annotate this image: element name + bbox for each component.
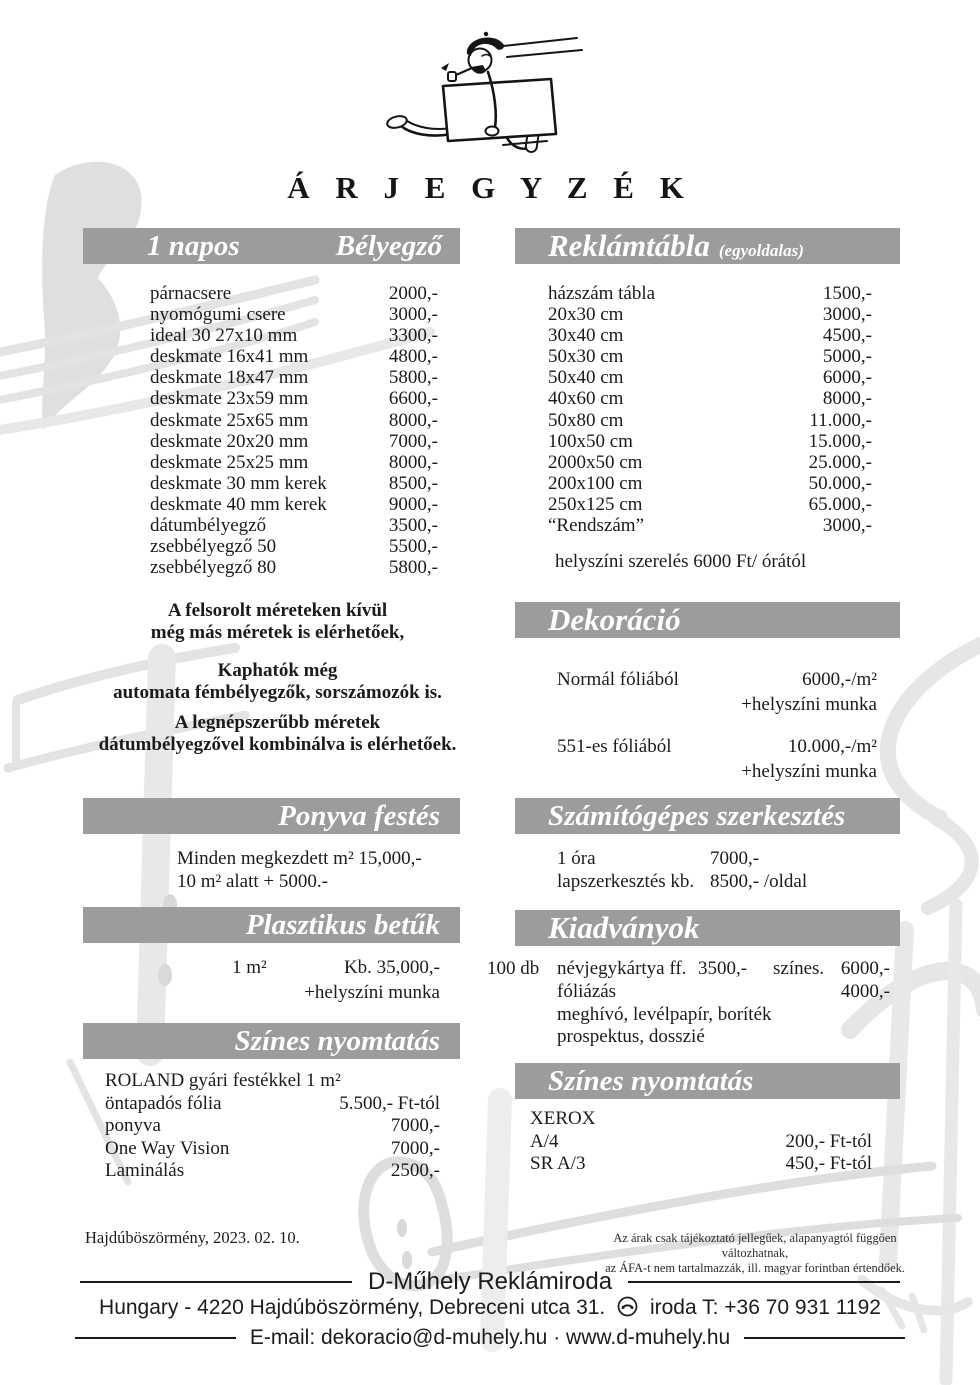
price-row (150, 283, 438, 304)
pub-row1-price: 3500,- (698, 958, 748, 979)
disclaimer-line: az ÁFA-t nem tartalmazzák, ill. magyar forintban értendőek. (605, 1260, 905, 1275)
item-price: 4500,- (822, 325, 872, 347)
price-row (548, 410, 872, 431)
item-price: 5800,- (388, 367, 438, 389)
section-header-publications (515, 910, 900, 946)
item-price: 5800,- (388, 557, 438, 579)
price-row (150, 557, 438, 578)
email-row (75, 1326, 905, 1350)
item-price: 8000,- (822, 388, 872, 410)
colorprint-intro: ROLAND gyári festékkel 1 m² (105, 1070, 341, 1091)
decoration-header-label: Dekoráció (548, 602, 681, 637)
email-web-text: E-mail: dekoracio@d-muhely.hu · www.d-muhely.hu (249, 1326, 731, 1349)
price-row (105, 1138, 440, 1160)
item-label: ideal 30 27x10 mm (150, 325, 298, 347)
computer-row1-label: 1 óra (557, 848, 596, 869)
stamps-note-2 (90, 660, 465, 704)
signs-header-suffix: (egyoldalas) (718, 241, 804, 260)
address-text: Hungary - 4220 Hajdúböszörmény, Debreceni utca 31. (99, 1296, 606, 1320)
signs-price-list (515, 283, 900, 536)
price-row (150, 388, 438, 409)
section-header-computer (515, 798, 900, 834)
price-row (150, 494, 438, 515)
item-price: 6000,- (822, 367, 872, 389)
price-row (150, 473, 438, 494)
section-header-signs (515, 228, 900, 264)
pub-row3: meghívó, levélpapír, boríték (557, 1004, 772, 1025)
xerox-brand: XEROX (530, 1108, 596, 1129)
section-header-colorprint-left (83, 1023, 460, 1059)
computer-row1-price: 7000,- (710, 848, 760, 869)
price-row (105, 1093, 440, 1115)
price-row (548, 452, 872, 473)
item-price: 5.500,- Ft-tól (339, 1093, 440, 1114)
item-label: öntapadós fólia (105, 1093, 222, 1114)
item-label: ponyva (105, 1115, 161, 1137)
deco-item2-extra: +helyszíni munka (741, 761, 877, 782)
item-label: zsebbélyegző 80 (150, 557, 277, 579)
tarpaulin-header-label: Ponyva festés (278, 800, 440, 832)
disclaimer-line: Az árak csak tájékoztató jellegűek, alapanyagtól függően változhatnak, (613, 1231, 897, 1260)
item-price: 8000,- (388, 409, 438, 431)
price-row (105, 1160, 440, 1182)
item-label: 250x125 cm (548, 493, 643, 515)
item-price: 3000,- (388, 304, 438, 326)
phone-text: iroda T: +36 70 931 1192 (649, 1296, 881, 1320)
document-date: Hajdúböszörmény, 2023. 02. 10. (85, 1228, 300, 1247)
item-label: 50x30 cm (548, 346, 624, 368)
note-line: automata fémbélyegzők, sorszámozók is. (113, 682, 442, 703)
item-price: 3500,- (388, 515, 438, 537)
deco-item1-extra: +helyszíni munka (741, 694, 877, 715)
note-line: dátumbélyegzővel kombinálva is elérhetőek. (98, 734, 457, 755)
item-label: párnacsere (150, 283, 232, 304)
item-label: deskmate 25x25 mm (150, 451, 309, 473)
stamps-note-3 (90, 712, 465, 756)
price-row (548, 367, 872, 388)
item-label: deskmate 23x59 mm (150, 388, 309, 410)
item-label: Laminálás (105, 1159, 185, 1181)
item-label: 2000x50 cm (548, 451, 643, 473)
item-label: 40x60 cm (548, 388, 624, 410)
item-label: 30x40 cm (548, 325, 624, 347)
item-price: 7000,- (390, 1137, 440, 1159)
price-row (150, 536, 438, 557)
address-row (0, 1296, 980, 1320)
item-price: 7000,- (390, 1115, 440, 1137)
section-header-colorprint-right (515, 1063, 900, 1099)
signs-header-label: Reklámtábla (548, 228, 710, 263)
colorprint-left-header-label: Színes nyomtatás (234, 1025, 440, 1057)
divider (628, 1281, 900, 1283)
computer-header-label: Számítógépes szerkesztés (548, 800, 846, 832)
item-price: 2000,- (388, 283, 438, 304)
item-price: 65.000,- (808, 493, 872, 515)
price-row (548, 494, 872, 515)
price-row (548, 515, 872, 536)
pub-row1-label2: színes. (773, 958, 825, 979)
item-label: zsebbélyegző 50 (150, 536, 277, 558)
price-row (548, 473, 872, 494)
xerox-row1-price: 200,- Ft-tól (785, 1131, 872, 1152)
item-label: 100x50 cm (548, 430, 633, 452)
note-line: még más méretek is elérhetőek, (150, 622, 405, 643)
xerox-row2-label: SR A/3 (530, 1153, 586, 1174)
signs-note: helyszíni szerelés 6000 Ft/ órától (555, 551, 807, 572)
deco-item1-price: 6000,-/m² (802, 669, 877, 690)
pub-row2-label: fóliázás (557, 981, 617, 1002)
item-price: 6600,- (388, 388, 438, 410)
deco-item2-label: 551-es fóliából (557, 736, 672, 757)
divider (744, 1337, 905, 1339)
price-row (150, 515, 438, 536)
plastic-size: 1 m² (232, 957, 267, 978)
item-label: deskmate 20x20 mm (150, 430, 309, 452)
tarpaulin-line2: 10 m² alatt + 5000.- (177, 871, 328, 892)
price-row (150, 304, 438, 325)
item-label: 20x30 cm (548, 304, 624, 326)
price-row (548, 431, 872, 452)
price-row (548, 388, 872, 409)
plastic-header-label: Plasztikus betűk (245, 909, 440, 941)
price-row (548, 346, 872, 367)
divider (80, 1281, 352, 1283)
item-price: 2500,- (390, 1159, 440, 1181)
company-name: D-Műhely Reklámiroda (367, 1268, 613, 1295)
phone-icon (617, 1296, 638, 1317)
item-label: deskmate 30 mm kerek (150, 472, 327, 494)
stamps-note-1 (90, 600, 465, 644)
page-title: Á R J E G Y Z É K (287, 170, 693, 205)
price-row (150, 410, 438, 431)
price-row (150, 452, 438, 473)
plastic-extra: +helyszíni munka (304, 982, 440, 1003)
section-header-stamps (83, 228, 460, 264)
plastic-price: Kb. 35,000,- (343, 957, 440, 978)
item-label: One Way Vision (105, 1137, 230, 1159)
item-label: dátumbélyegző (150, 515, 267, 537)
computer-row2-price: 8500,- /oldal (710, 871, 808, 892)
pub-row4: prospektus, dosszié (557, 1026, 705, 1047)
item-price: 11.000,- (809, 409, 872, 431)
item-label: 50x40 cm (548, 367, 624, 389)
pub-row1-label: névjegykártya ff. (557, 958, 687, 979)
divider (75, 1337, 236, 1339)
runner-illustration (385, 18, 585, 153)
publications-header-label: Kiadványok (548, 910, 700, 945)
pub-row2-price: 4000,- (840, 981, 890, 1002)
section-header-plastic (83, 907, 460, 943)
price-row (150, 325, 438, 346)
item-price: 8500,- (388, 472, 438, 494)
xerox-row1-label: A/4 (530, 1131, 559, 1152)
price-row (548, 325, 872, 346)
item-price: 8000,- (388, 451, 438, 473)
stamps-price-list (83, 283, 460, 578)
item-label: “Rendszám” (548, 515, 645, 537)
item-price: 3000,- (822, 304, 872, 326)
item-price: 3000,- (822, 515, 872, 537)
tarpaulin-line1: Minden megkezdett m² 15,000,- (177, 848, 422, 869)
colorprint-right-header-label: Színes nyomtatás (548, 1065, 754, 1097)
item-label: deskmate 40 mm kerek (150, 493, 327, 515)
item-label: nyomógumi csere (150, 304, 286, 326)
computer-row2-label: lapszerkesztés kb. (557, 871, 695, 892)
pub-qty: 100 db (487, 958, 540, 979)
item-price: 1500,- (822, 283, 872, 304)
price-row (150, 346, 438, 367)
price-row (548, 283, 872, 304)
item-price: 3300,- (388, 325, 438, 347)
note-line: A felsorolt méreteken kívül (167, 600, 388, 621)
item-price: 5500,- (388, 536, 438, 558)
item-price: 5000,- (822, 346, 872, 368)
price-row (150, 367, 438, 388)
note-line: A legnépszerűbb méretek (174, 712, 381, 733)
item-label: deskmate 18x47 mm (150, 367, 309, 389)
xerox-row2-price: 450,- Ft-tól (785, 1153, 872, 1174)
item-price: 4800,- (388, 346, 438, 368)
stamps-header-left: 1 napos (147, 230, 240, 262)
section-header-tarpaulin (83, 798, 460, 834)
stamps-header-right: Bélyegző (335, 230, 442, 262)
company-row (80, 1268, 900, 1296)
section-header-decoration (515, 602, 900, 638)
pub-row1-price2: 6000,- (840, 958, 890, 979)
item-price: 15.000,- (808, 430, 872, 452)
item-label: házszám tábla (548, 283, 656, 304)
item-label: deskmate 16x41 mm (150, 346, 309, 368)
price-row (105, 1115, 440, 1137)
item-label: deskmate 25x65 mm (150, 409, 309, 431)
item-price: 7000,- (388, 430, 438, 452)
colorprint-left-list (83, 1093, 460, 1182)
deco-item2-price: 10.000,-/m² (787, 736, 877, 757)
item-price: 25.000,- (808, 451, 872, 473)
item-label: 50x80 cm (548, 409, 624, 431)
item-price: 50.000,- (808, 472, 872, 494)
price-row (150, 431, 438, 452)
deco-item1-label: Normál fóliából (557, 669, 679, 690)
price-row (548, 304, 872, 325)
item-price: 9000,- (388, 493, 438, 515)
note-line: Kaphatók még (217, 660, 338, 681)
item-label: 200x100 cm (548, 472, 643, 494)
